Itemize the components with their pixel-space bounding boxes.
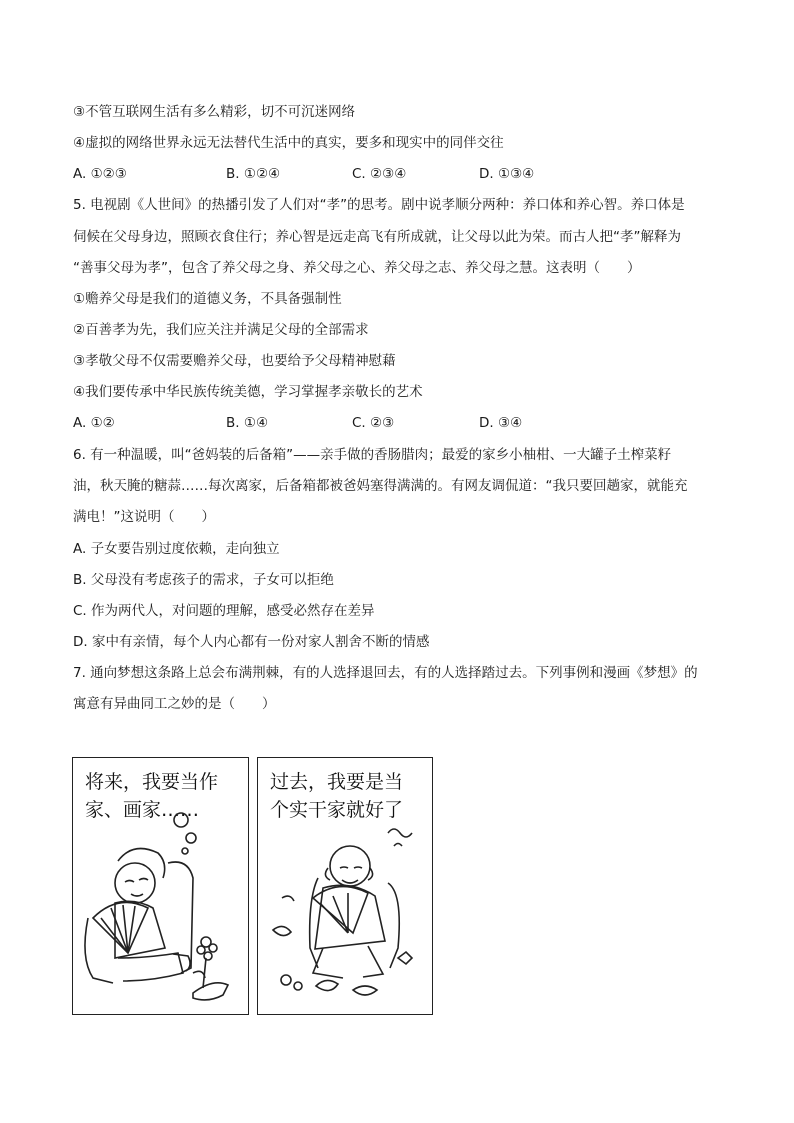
q6-option-a: A. 子女要告别过度依赖，走向独立 [73, 541, 280, 557]
q6-stem-line-1: 6. 有一种温暖，叫“爸妈装的后备箱”——亲手做的香肠腊肉；最爱的家乡小柚柑、一大罐子土榨菜籽 [73, 447, 672, 463]
panel-2-caption-line-1: 过去，我要是当 [270, 771, 404, 793]
q5-item-2: ②百善孝为先，我们应关注并满足父母的全部需求 [73, 322, 369, 338]
q5-option-a: A. ①② [73, 415, 115, 431]
boy-dreaming-illustration [73, 758, 248, 1014]
old-man-regretting-illustration [258, 758, 432, 1014]
q5-stem-line-1: 5. 电视剧《人世间》的热播引发了人们对“孝”的思考。剧中说孝顺分两种：养口体和养心智。养口体是 [73, 197, 685, 213]
q5-option-d: D. ③④ [479, 415, 523, 431]
q4-option-d: D. ①③④ [479, 166, 535, 182]
panel-2-caption-line-2: 个实干家就好了 [270, 799, 404, 821]
q6-option-d: D. 家中有亲情，每个人内心都有一份对家人割舍不断的情感 [73, 634, 430, 650]
q6-stem-line-2: 油，秋天腌的糖蒜……每次离家，后备箱都被爸妈塞得满满的。有网友调侃道：“我只要回趟家，就能充 [73, 478, 688, 494]
q6-option-b: B. 父母没有考虑孩子的需求，子女可以拒绝 [73, 572, 334, 588]
q4-item-4: ④虚拟的网络世界永远无法替代生活中的真实，要多和现实中的同伴交往 [73, 135, 504, 151]
q5-option-b: B. ①④ [226, 415, 269, 431]
q5-option-c: C. ②③ [352, 415, 395, 431]
q4-option-a: A. ①②③ [73, 166, 127, 182]
comic-panel-past [257, 757, 433, 1015]
q4-option-b: B. ①②④ [226, 166, 281, 182]
q5-stem-line-2: 伺候在父母身边，照顾衣食住行；养心智是远走高飞有所成就，让父母以此为荣。而古人把“孝”解释为 [73, 229, 681, 245]
panel-1-caption-line-2: 家、画家…… [85, 799, 200, 821]
q6-option-c: C. 作为两代人，对问题的理解，感受必然存在差异 [73, 603, 375, 619]
q5-stem-line-3: “善事父母为孝”，包含了养父母之身、养父母之心、养父母之志、养父母之慧。这表明（ ） [73, 260, 641, 276]
q6-stem-line-3: 满电！”这说明（ ） [73, 509, 215, 525]
q7-stem-line-1: 7. 通向梦想这条路上总会布满荆棘，有的人选择退回去，有的人选择踏过去。下列事例和漫画《梦想》的 [73, 665, 698, 681]
q5-item-4: ④我们要传承中华民族传统美德，学习掌握孝亲敬长的艺术 [73, 384, 423, 400]
q5-item-1: ①赡养父母是我们的道德义务，不具备强制性 [73, 291, 342, 307]
q4-option-c: C. ②③④ [352, 166, 407, 182]
panel-1-caption-line-1: 将来，我要当作 [85, 771, 219, 793]
q7-stem-line-2: 寓意有异曲同工之妙的是（ ） [73, 696, 276, 712]
q4-item-3: ③不管互联网生活有多么精彩，切不可沉迷网络 [73, 104, 356, 120]
q5-item-3: ③孝敬父母不仅需要赡养父母，也要给予父母精神慰藉 [73, 353, 396, 369]
comic-panel-future [72, 757, 249, 1015]
